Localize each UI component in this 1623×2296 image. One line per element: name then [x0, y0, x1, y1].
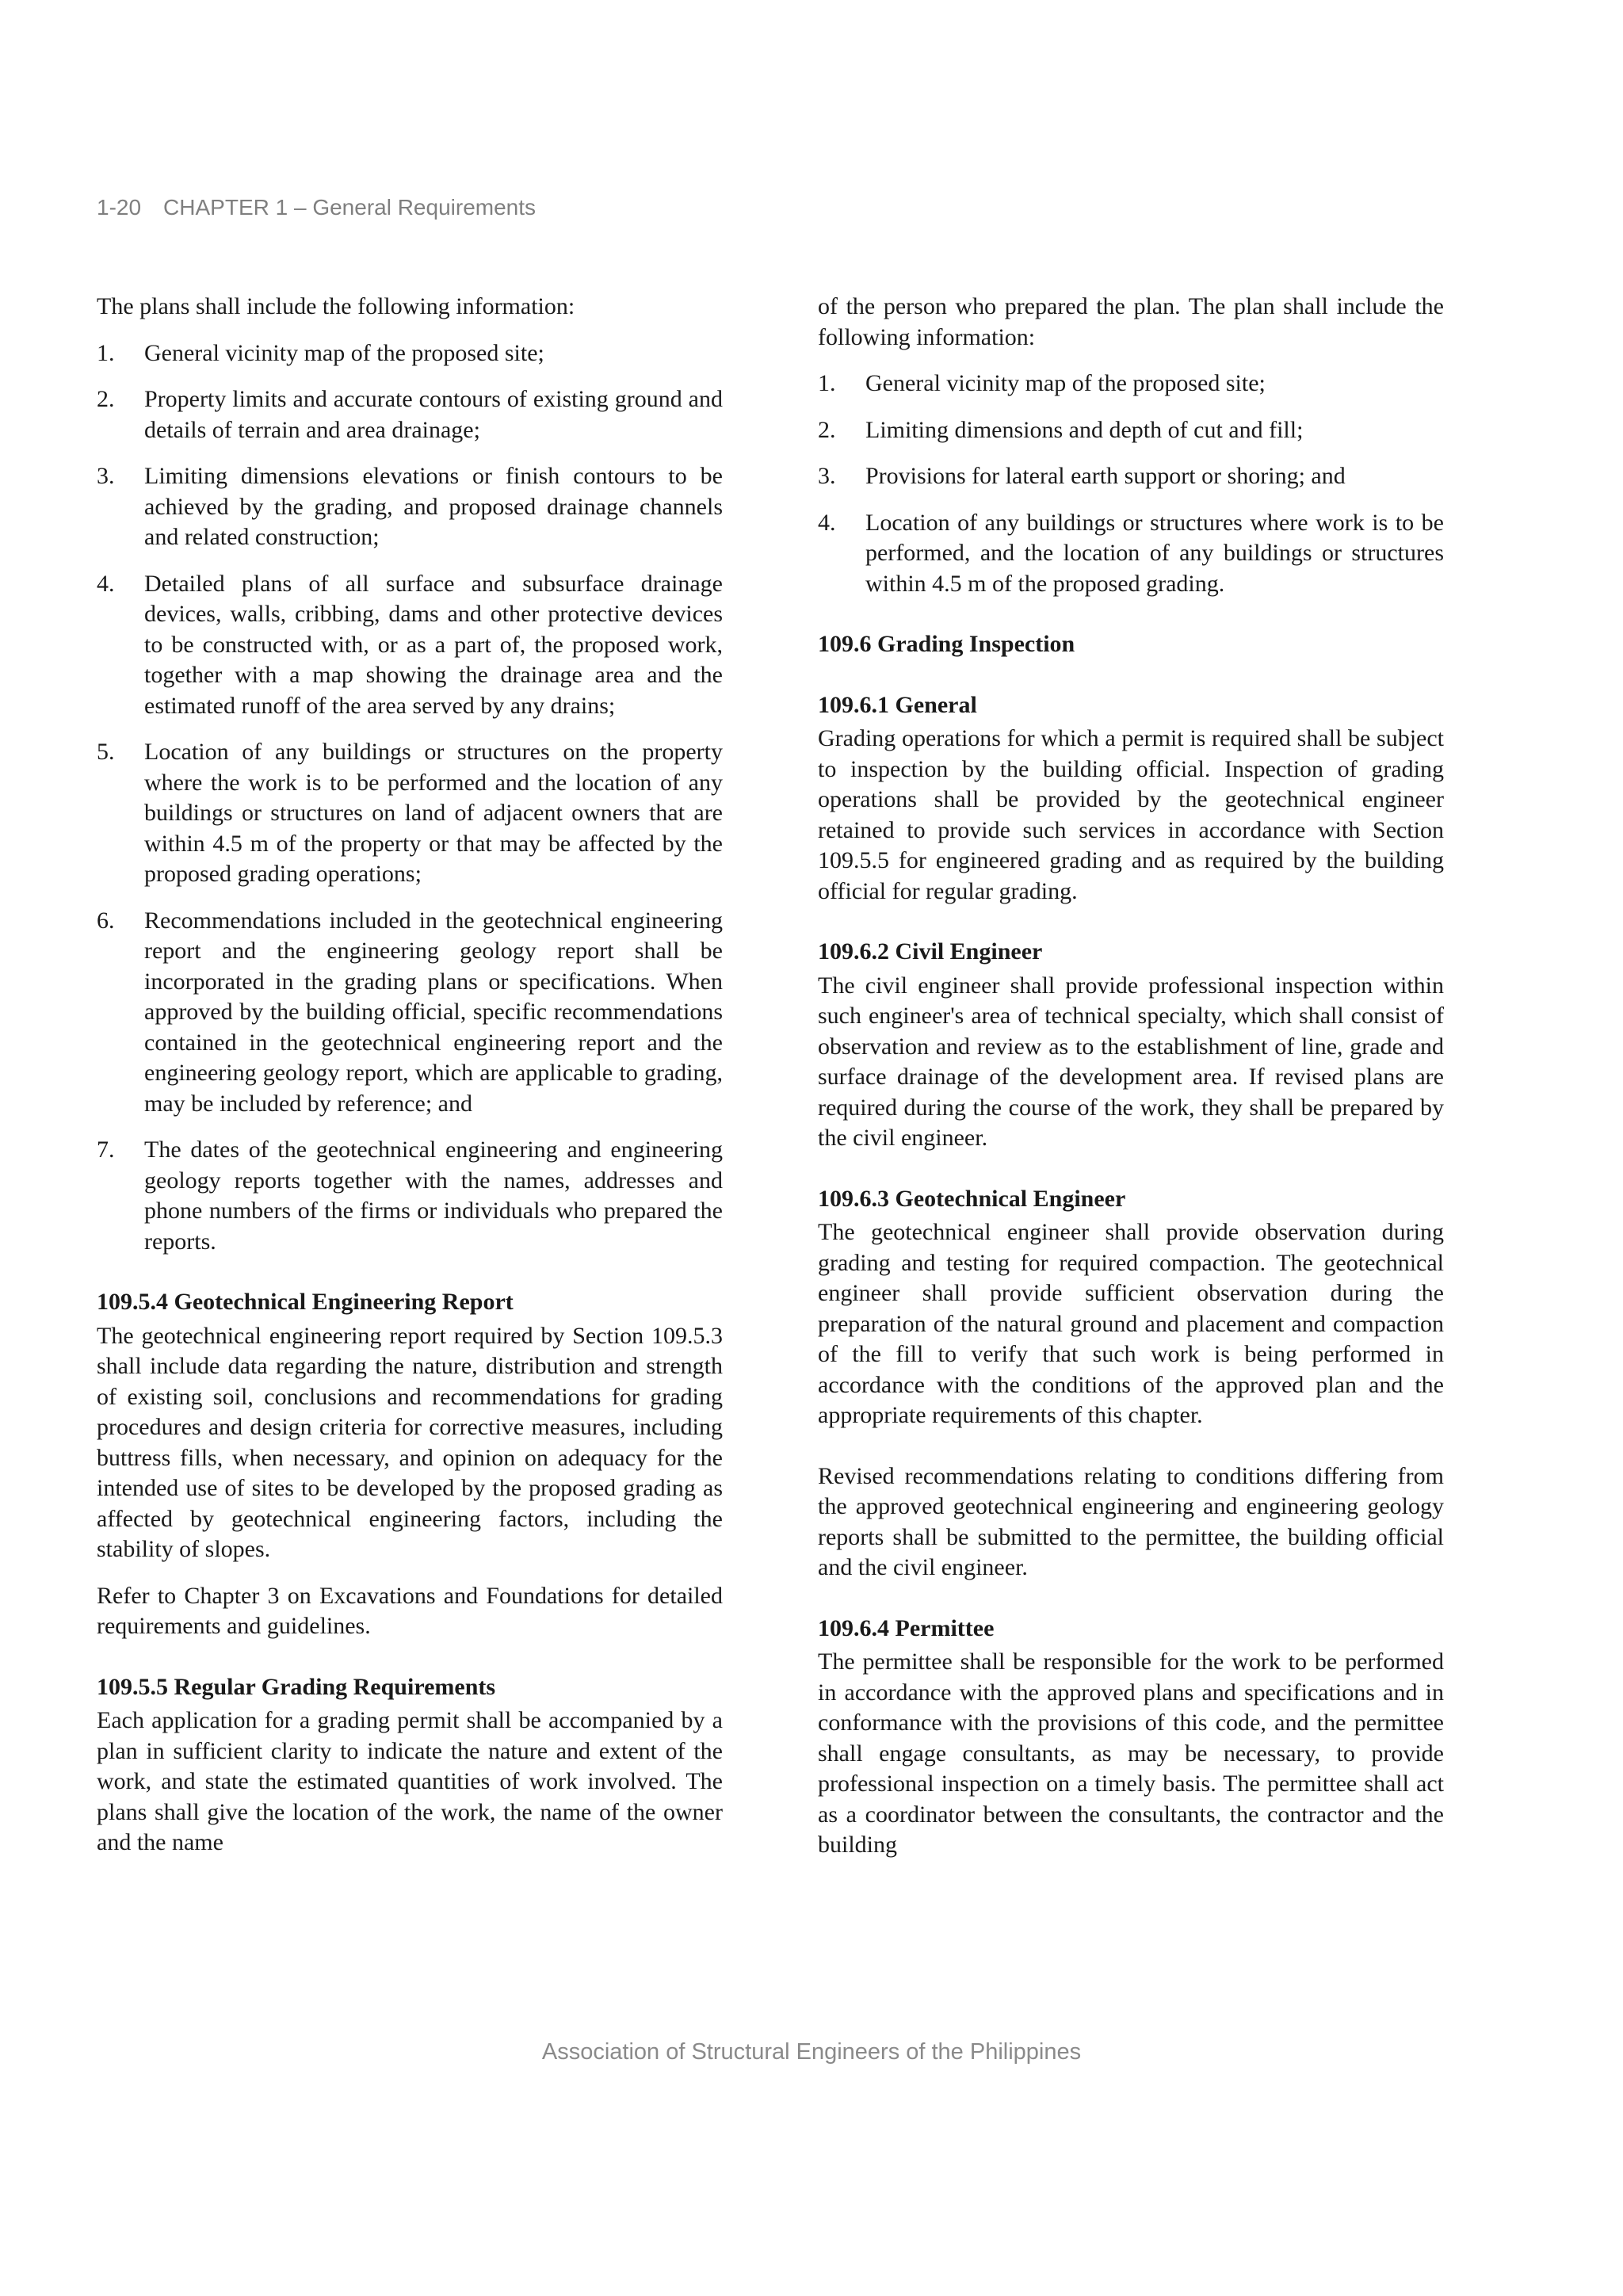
- section-paragraph: Each application for a grading permit shall be accompanied by a plan in sufficient clarity to indicate the nature and extent of the work, and state the estimated quantities of work involved. The plans shall give the location of the work, the name of the owner and the name: [97, 1707, 723, 1855]
- list-text: The dates of the geotechnical engineering and engineering geology reports together with the names, addresses and phone numbers of the firms or individuals who prepared the reports.: [144, 1137, 723, 1255]
- list-number: 5.: [97, 739, 115, 765]
- list-number: 4.: [818, 509, 836, 536]
- section-heading-109-6-1: 109.6.1 General: [818, 691, 977, 718]
- left-column: [97, 292, 723, 1859]
- right-column: [818, 292, 1444, 1861]
- page-footer: Association of Structural Engineers of the Philippines: [541, 2039, 1082, 2065]
- list-number: 3.: [818, 463, 836, 489]
- list-number: 6.: [97, 907, 115, 934]
- list-text: Provisions for lateral earth support or shoring; and: [865, 463, 1346, 489]
- page-number: 1-20: [97, 195, 142, 220]
- list-number: 3.: [97, 463, 115, 489]
- section-paragraph: The geotechnical engineering report required by Section 109.5.3 shall include data regarding the nature, distribution and strength of existing soil, conclusions and recommendations for grading procedures and design criteria for corrective measures, including buttress fills, when necessary, and opinion on adequacy for the intended use of sites to be developed by the proposed grading as affected by geotechnical engineering factors, including the stability of slopes.: [97, 1322, 723, 1562]
- list-item: [818, 461, 1444, 492]
- list-text: Limiting dimensions and depth of cut and fill;: [865, 416, 1304, 443]
- list-number: 2.: [97, 386, 115, 412]
- list-text: Detailed plans of all surface and subsurface drainage devices, walls, cribbing, dams and other protective devices to be constructed with, or as a part of, the proposed work, together with a map showing the drainage area and the estimated runoff of the area served by any drains;: [144, 570, 723, 719]
- plans-intro: The plans shall include the following information:: [97, 293, 575, 319]
- list-text: Limiting dimensions elevations or finish contours to be achieved by the grading, and proposed drainage channels and related construction;: [144, 463, 723, 550]
- list-text: Recommendations included in the geotechnical engineering report and the engineering geology report shall be incorporated in the grading plans or specifications. When approved by the building official, specific recommendations contained in the geotechnical engineering report and the engineering geology report, which are applicable to grading, may be included by reference; and: [144, 907, 723, 1117]
- plan-info-list: [97, 338, 723, 1258]
- section-paragraph: Refer to Chapter 3 on Excavations and Foundations for detailed requirements and guidelines.: [97, 1582, 723, 1639]
- section-paragraph: The civil engineer shall provide professional inspection within such engineer's area of technical specialty, which shall consist of observation and review as to the establishment of line, grade and surface drainage of the development area. If revised plans are required during the course of the work, they shall be prepared by the civil engineer.: [818, 972, 1444, 1151]
- list-item: [97, 569, 723, 722]
- list-number: 1.: [97, 339, 115, 366]
- list-number: 2.: [818, 416, 836, 443]
- list-text: Location of any buildings or structures on the property where the work is to be performed and the location of any buildings or structures on land of adjacent owners that are within 4.5 m of the property or that may be affected by the proposed grading operations;: [144, 739, 723, 887]
- list-text: Property limits and accurate contours of existing ground and details of terrain and area drainage;: [144, 386, 723, 443]
- continued-paragraph: of the person who prepared the plan. The plan shall include the following information:: [818, 293, 1444, 350]
- section-paragraph: The permittee shall be responsible for the work to be performed in accordance with the approved plans and specifications and in conformance with the provisions of this code, and the permittee shall engage consultants, as may be necessary, to provide professional inspection on a timely basis. The permittee shall act as a coordinator between the consultants, the contractor and the building: [818, 1648, 1444, 1858]
- section-heading-109-5-4: 109.5.4 Geotechnical Engineering Report: [97, 1289, 514, 1315]
- list-number: 4.: [97, 570, 115, 597]
- list-item: [97, 906, 723, 1120]
- chapter-title: CHAPTER 1 – General Requirements: [163, 195, 537, 220]
- section-heading-109-6-2: 109.6.2 Civil Engineer: [818, 938, 1043, 965]
- section-heading-109-5-5: 109.5.5 Regular Grading Requirements: [97, 1673, 496, 1700]
- section-paragraph: The geotechnical engineer shall provide observation during grading and testing for required compaction. The geotechnical engineer shall provide sufficient observation during the preparation of the natural ground and placement and compaction of the fill to verify that such work is being performed in accordance with the conditions of the approved plan and the appropriate requirements of this chapter.: [818, 1219, 1444, 1428]
- list-text: Location of any buildings or structures where work is to be performed, and the location of any buildings or structures within 4.5 m of the proposed grading.: [865, 509, 1444, 597]
- list-item: [97, 384, 723, 445]
- list-item: [97, 1135, 723, 1257]
- list-text: General vicinity map of the proposed site;: [865, 370, 1266, 396]
- list-item: [97, 461, 723, 553]
- running-header: [97, 195, 536, 220]
- section-paragraph: Revised recommendations relating to conditions differing from the approved geotechnical engineering and engineering geology reports shall be submitted to the permittee, the building official and the civil engineer.: [818, 1462, 1444, 1580]
- list-item: [818, 508, 1444, 600]
- list-number: 1.: [818, 370, 836, 396]
- plan-info-list: [818, 369, 1444, 599]
- list-text: General vicinity map of the proposed site;: [144, 339, 544, 366]
- list-number: 7.: [97, 1137, 115, 1163]
- section-heading-109-6-3: 109.6.3 Geotechnical Engineer: [818, 1185, 1126, 1212]
- section-heading-109-6: 109.6 Grading Inspection: [818, 631, 1075, 657]
- section-heading-109-6-4: 109.6.4 Permittee: [818, 1614, 995, 1641]
- list-item: [818, 415, 1444, 446]
- section-paragraph: Grading operations for which a permit is required shall be subject to inspection by the building official. Inspection of grading operations shall be provided by the geotechnical engineer retained to provide such services in accordance with Section 109.5.5 for engineered grading and as required by the building official for regular grading.: [818, 725, 1444, 904]
- list-item: [97, 338, 723, 369]
- list-item: [97, 737, 723, 890]
- list-item: [818, 369, 1444, 399]
